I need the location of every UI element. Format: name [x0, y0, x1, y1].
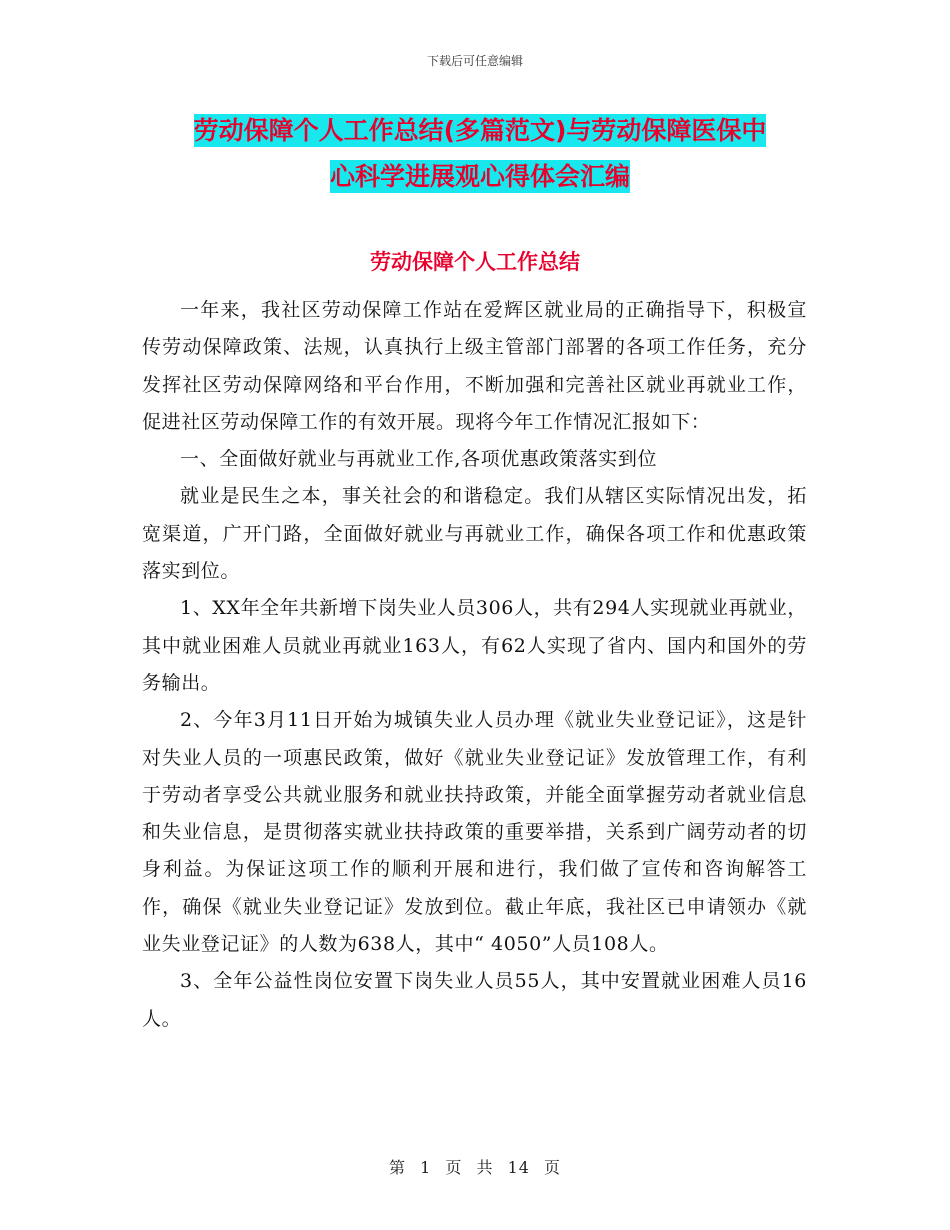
- page-prefix: 第: [388, 1158, 406, 1177]
- paragraph: 一年来，我社区劳动保障工作站在爱辉区就业局的正确指导下，积极宣传劳动保障政策、法规，认真执行上级主管部门部署的各项工作任务，充分发挥社区劳动保障网络和平台作用，不断加强和完善社区就业再就业工作，促进社区劳动保障工作的有效开展。现将今年工作情况汇报如下：: [142, 299, 807, 433]
- header-note: 下载后可任意编辑: [426, 54, 523, 68]
- page-footer: [0, 1155, 950, 1178]
- total-pages: 14: [507, 1158, 530, 1177]
- paragraph: 3、全年公益性岗位安置下岗失业人员55人，其中安置就业困难人员16人。: [142, 970, 807, 1030]
- page-unit: 页: [445, 1158, 463, 1177]
- total-unit: 页: [544, 1158, 562, 1177]
- paragraph: 2、今年3月11日开始为城镇失业人员办理《就业失业登记证》，这是针对失业人员的一项惠民政策，做好《就业失业登记证》发放管理工作，有利于劳动者享受公共就业服务和就业扶持政策，并能全面掌握劳动者就业信息和失业信息，是贯彻落实就业扶持政策的重要举措，关系到广阔劳动者的切身利益。为保证这项工作的顺利开展和进行，我们做了宣传和咨询解答工作，确保《就业失业登记证》发放到位。截止年底，我社区已申请领办《就业失业登记证》的人数为638人，其中“ 4050”人员108人。: [142, 709, 807, 956]
- document-title-line-1: 劳动保障个人工作总结(多篇范文)与劳动保障医保中: [193, 116, 767, 145]
- document-title: [140, 108, 820, 200]
- document-title-line-2: 心科学进展观心得体会汇编: [329, 162, 630, 191]
- paragraph: 一、全面做好就业与再就业工作,各项优惠政策落实到位: [180, 448, 658, 471]
- paragraph: 1、XX年全年共新增下岗失业人员306人，共有294人实现就业再就业，其中就业困难人员就业再就业163人，有62人实现了省内、国内和国外的劳务输出。: [142, 597, 807, 694]
- total-prefix: 共: [476, 1158, 494, 1177]
- paragraph: 就业是民生之本，事关社会的和谐稳定。我们从辖区实际情况出发，拓宽渠道，广开门路，全面做好就业与再就业工作，确保各项工作和优惠政策落实到位。: [142, 485, 807, 583]
- page-number: 1: [420, 1158, 432, 1177]
- body-text: [142, 292, 807, 1038]
- section-heading: 劳动保障个人工作总结: [370, 250, 580, 274]
